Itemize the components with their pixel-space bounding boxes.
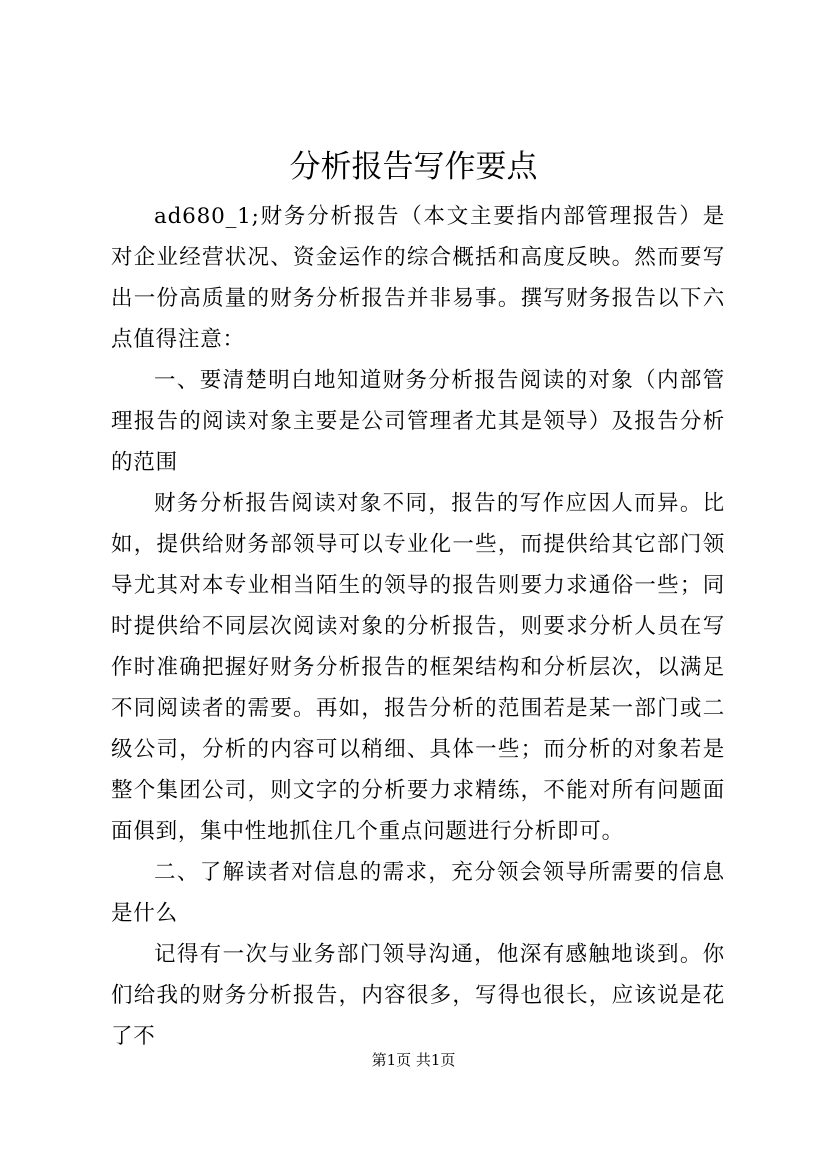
paragraph-point-two-heading: 二、了解读者对信息的需求，充分领会领导所需要的信息是什么 — [111, 860, 725, 926]
page-footer: 第1页 共1页 — [371, 1051, 456, 1069]
document-body — [111, 196, 725, 1057]
paragraph-point-one-body: 财务分析报告阅读对象不同，报告的写作应因人而异。比如，提供给财务部领导可以专业化一些，而提供给其它部门领导尤其对本专业相当陌生的领导的报告则要力求通俗一些；同时提供给不同层次阅读对象的分析报告，则要求分析人员在写作时准确把握好财务分析报告的框架结构和分析层次，以满足不同阅读者的需要。再如，报告分析的范围若是某一部门或二级公司，分析的内容可以稍细、具体一些；而分析的对象若是整个集团公司，则文字的分析要力求精练，不能对所有问题面面俱到，集中性地抓住几个重点问题进行分析即可。 — [111, 491, 725, 844]
paragraph-point-two-body: 记得有一次与业务部门领导沟通，他深有感触地谈到。你们给我的财务分析报告，内容很多，写得也很长，应该说是花了不 — [111, 942, 725, 1049]
document-title: 分析报告写作要点 — [289, 149, 538, 185]
paragraph-point-one-heading: 一、要清楚明白地知道财务分析报告阅读的对象（内部管理报告的阅读对象主要是公司管理者尤其是领导）及报告分析的范围 — [111, 368, 725, 475]
paragraph-intro: ad680_1;财务分析报告（本文主要指内部管理报告）是对企业经营状况、资金运作的综合概括和高度反映。然而要写出一份高质量的财务分析报告并非易事。撰写财务报告以下六点值得注意： — [111, 204, 725, 352]
